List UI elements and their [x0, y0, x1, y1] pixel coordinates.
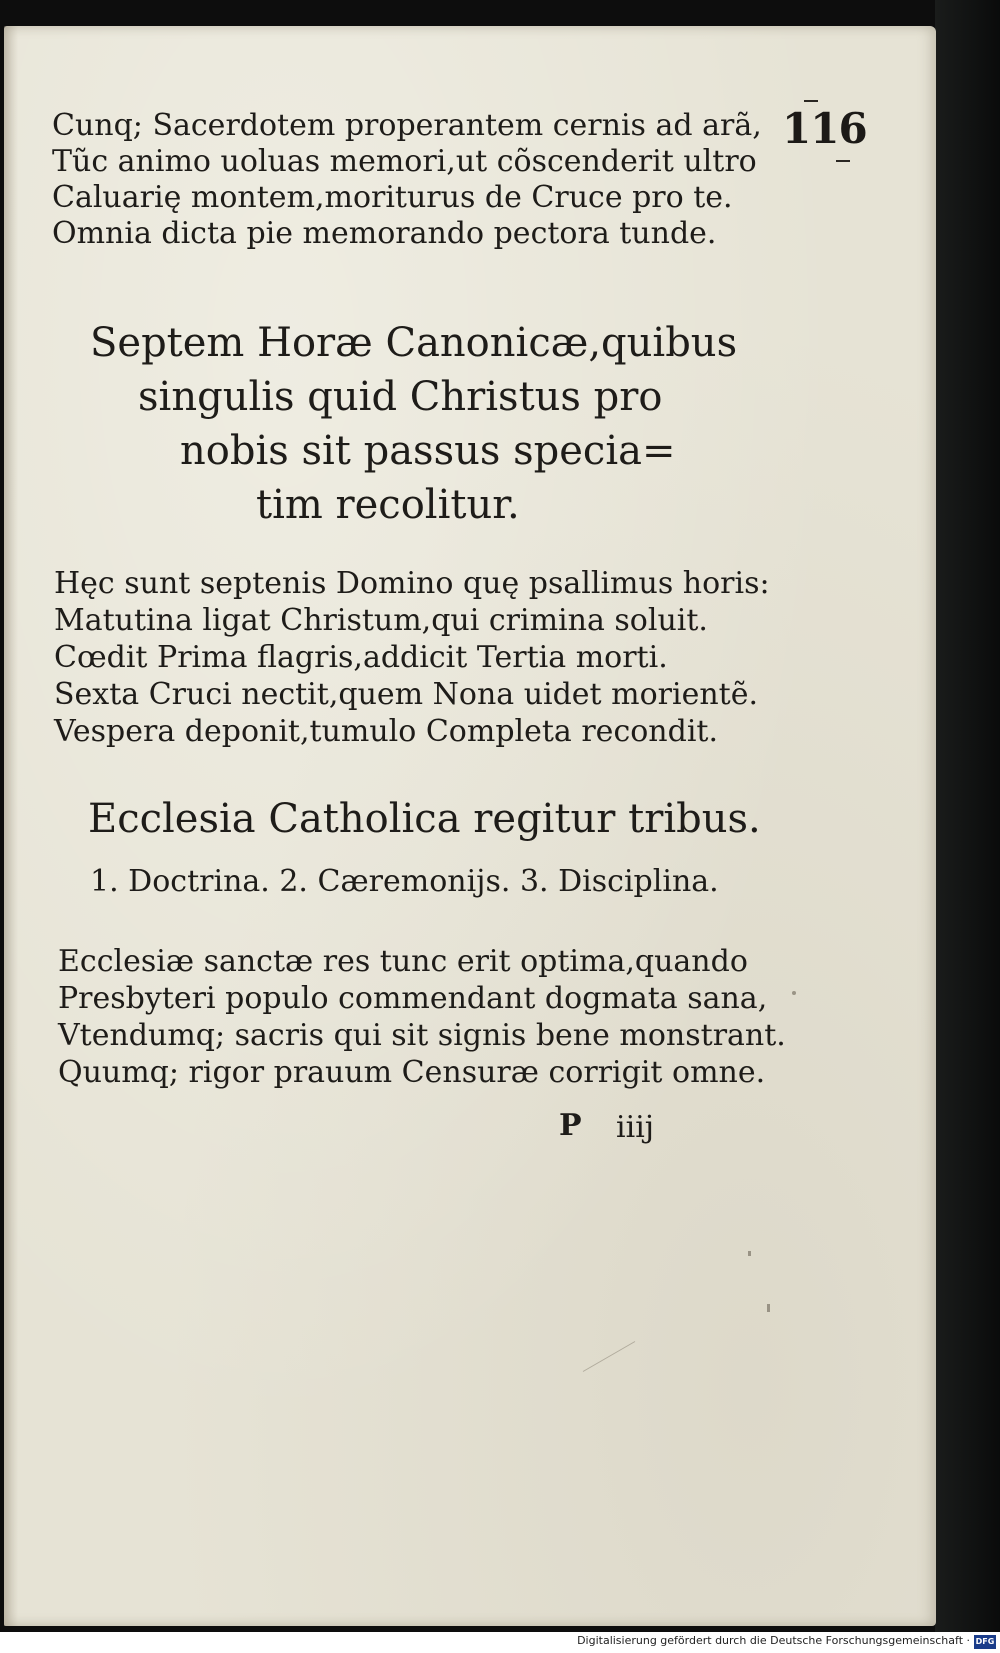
- horae-heading-line-4: tim recolitur.: [256, 482, 520, 528]
- opening-verse-line-3: Caluarię montem,moriturus de Cruce pro te.: [52, 180, 733, 215]
- opening-verse-line-4: Omnia dicta pie memorando pectora tunde.: [52, 216, 717, 251]
- page-gutter-shadow: [4, 26, 18, 1626]
- closing-verse-line-2: Presbyteri populo commendant dogmata sana,: [58, 981, 768, 1016]
- horae-verse-line-4: Sexta Cruci nectit,quem Nona uidet morientẽ.: [54, 677, 759, 712]
- signature-letter: P: [559, 1108, 582, 1143]
- horae-verse-line-5: Vespera deponit,tumulo Completa recondit.: [54, 714, 719, 749]
- horae-heading-line-3: nobis sit passus specia=: [180, 428, 676, 474]
- paper-speck: [792, 991, 796, 995]
- three-items-line: 1. Doctrina. 2. Cæremonijs. 3. Disciplina.: [90, 864, 719, 899]
- digitization-credit: Digitalisierung gefördert durch die Deutsche Forschungsgemeinschaft ·: [577, 1634, 970, 1647]
- closing-verse-line-3: Vtendumq; sacris qui sit signis bene monstrant.: [58, 1018, 786, 1053]
- dfg-logo: DFG: [974, 1635, 996, 1649]
- paper-scratch: [583, 1341, 635, 1372]
- book-page: [4, 26, 936, 1626]
- closing-verse-line-4: Quumq; rigor prauum Censuræ corrigit omne.: [58, 1055, 766, 1090]
- folio-number: 116: [782, 104, 867, 153]
- horae-heading-line-2: singulis quid Christus pro: [138, 374, 663, 420]
- scan-background-right: [935, 0, 1000, 1653]
- paper-speck: [767, 1304, 770, 1312]
- horae-verse-line-3: Cœdit Prima flagris,addicit Tertia morti.: [54, 640, 668, 675]
- signature-number: iiij: [616, 1110, 655, 1145]
- folio-mark-side: [836, 160, 850, 162]
- folio-mark-top: [804, 100, 818, 102]
- horae-verse-line-2: Matutina ligat Christum,qui crimina soluit.: [54, 603, 708, 638]
- opening-verse-line-2: Tũc animo uoluas memori,ut cõscenderit ultro: [52, 144, 757, 179]
- horae-heading-line-1: Septem Horæ Canonicæ,quibus: [90, 320, 738, 366]
- closing-verse-line-1: Ecclesiæ sanctæ res tunc erit optima,quando: [58, 944, 748, 979]
- opening-verse-line-1: Cunq; Sacerdotem properantem cernis ad arã,: [52, 108, 762, 143]
- ecclesia-heading: Ecclesia Catholica regitur tribus.: [88, 796, 761, 842]
- paper-speck: [748, 1251, 751, 1256]
- horae-verse-line-1: Hęc sunt septenis Domino quę psallimus horis:: [54, 566, 770, 601]
